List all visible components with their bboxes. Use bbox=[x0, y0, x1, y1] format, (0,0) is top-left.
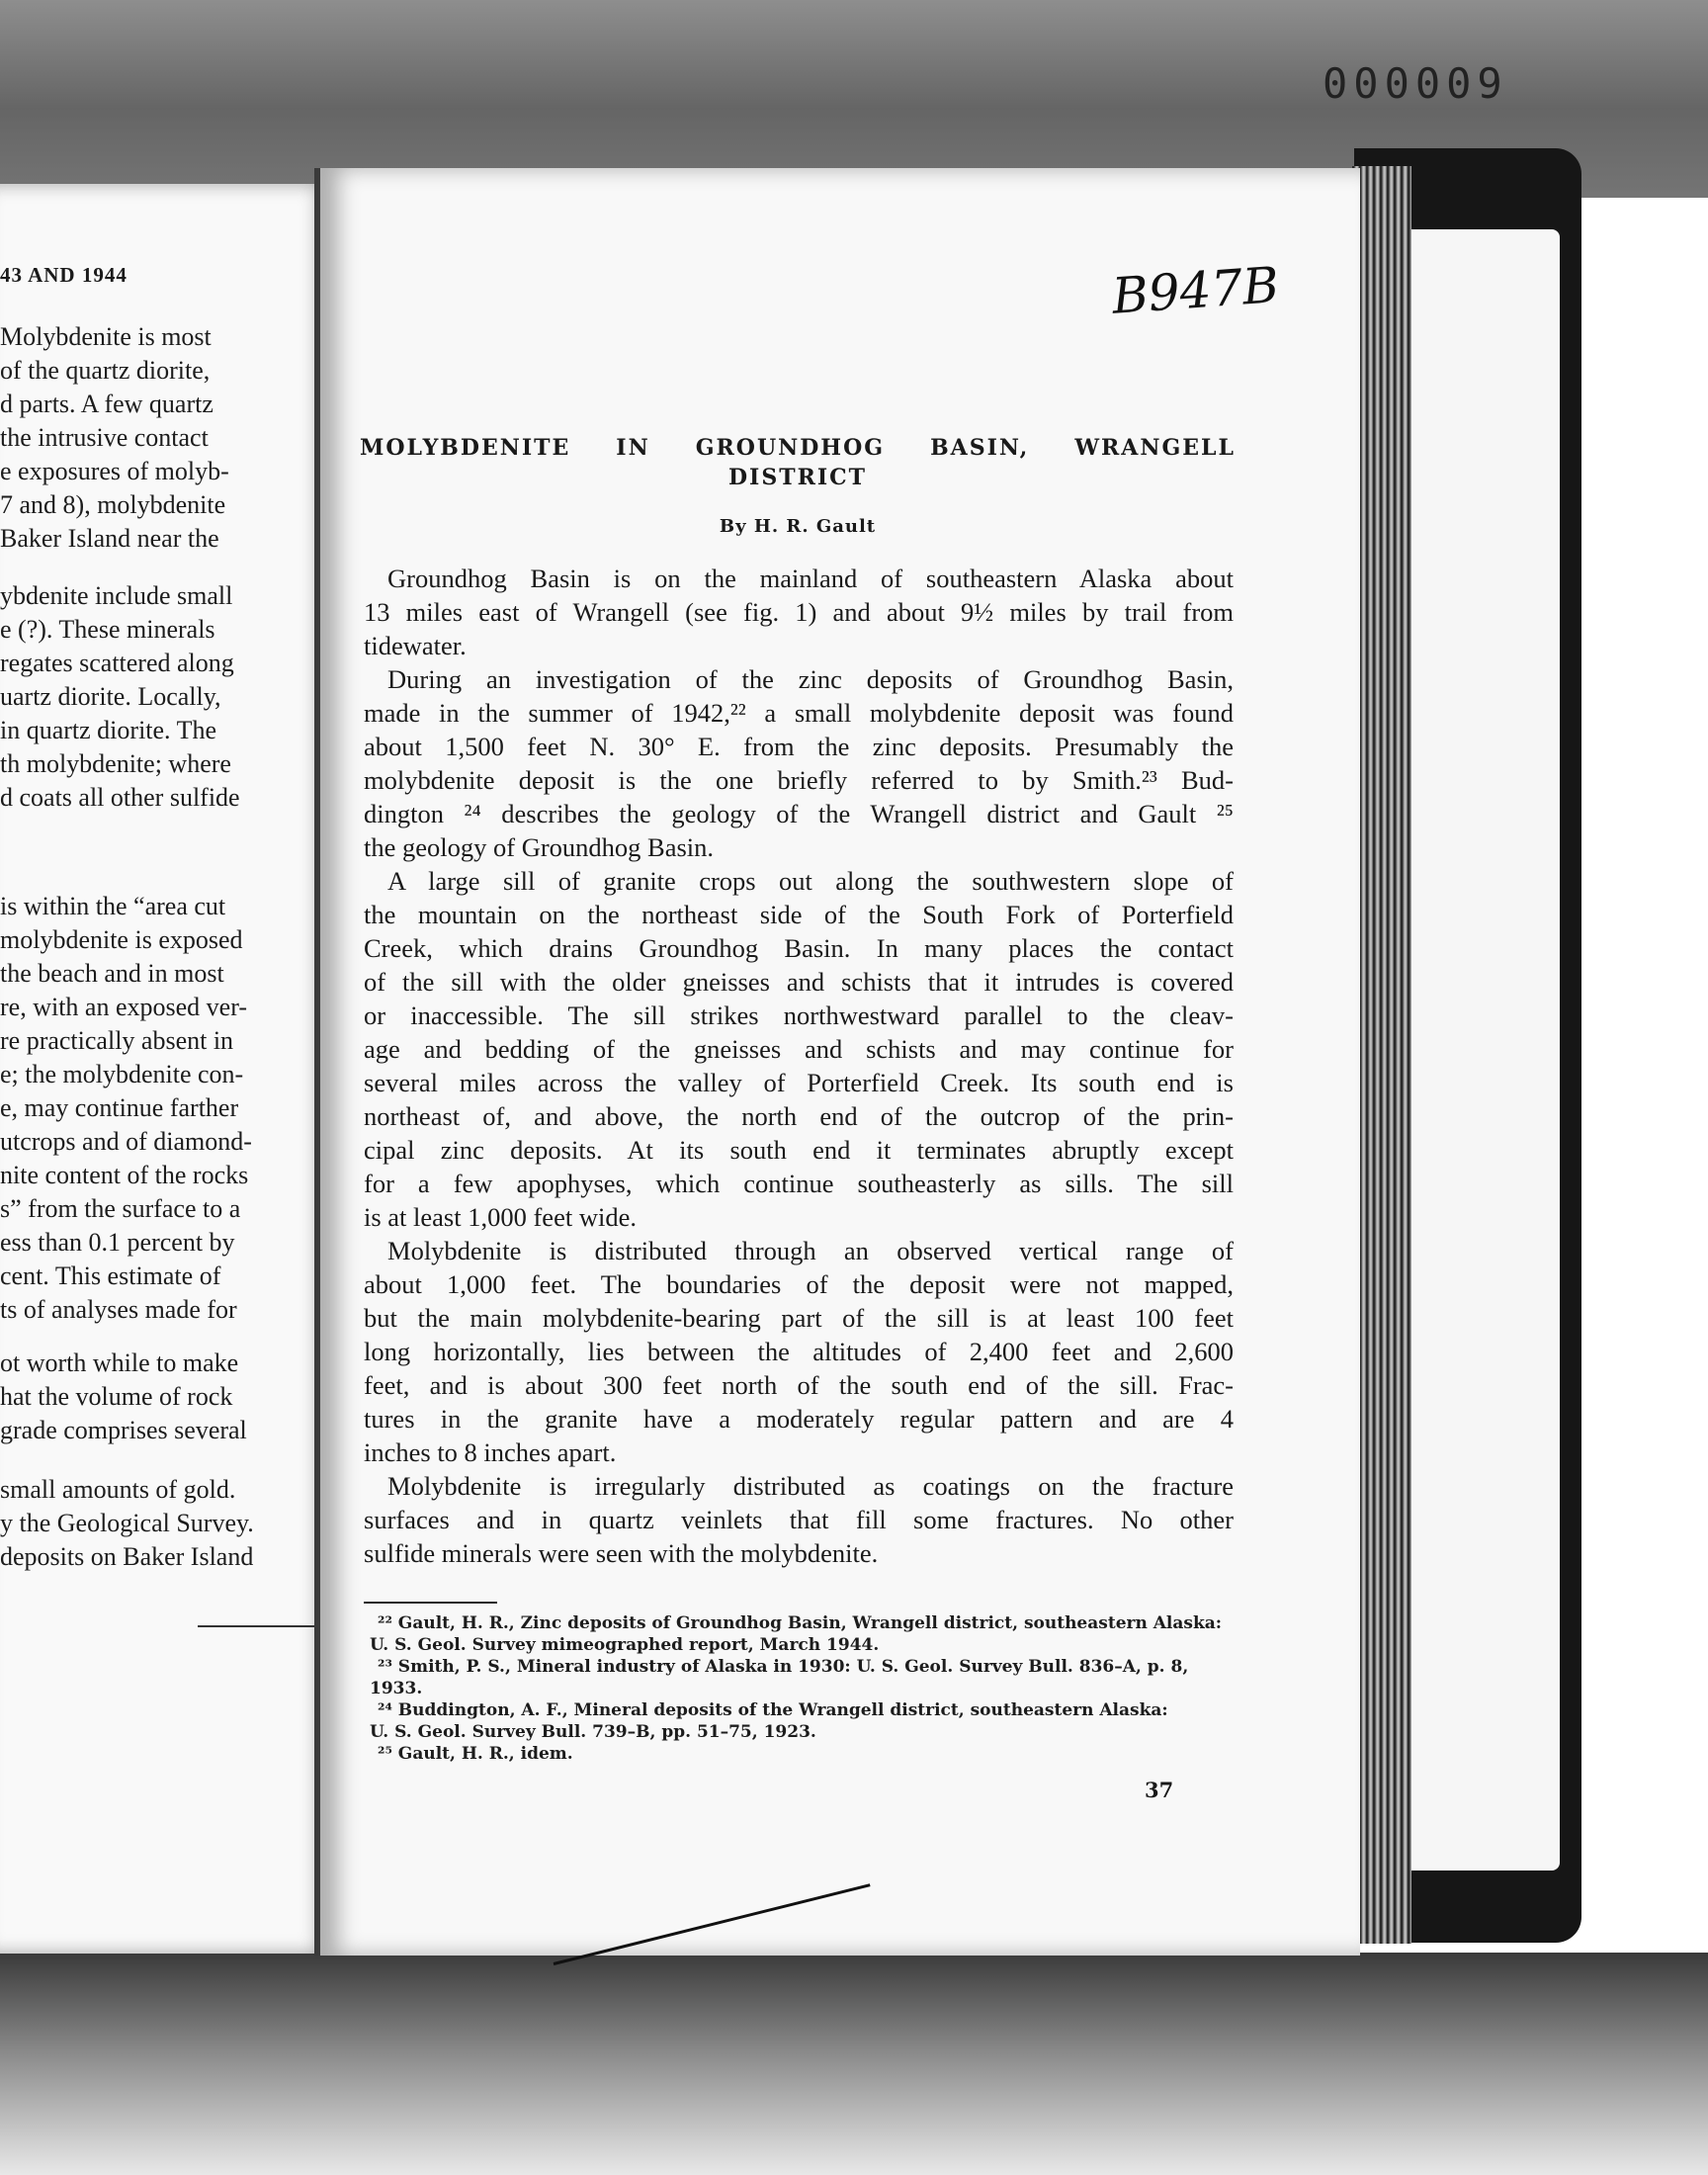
title-word: IN bbox=[616, 435, 650, 461]
left-page-line: molybdenite is exposed bbox=[0, 925, 243, 954]
body-line: about 1,000 feet. The boundaries of the deposit were not mapped, bbox=[364, 1269, 1234, 1299]
left-page-line: s” from the surface to a bbox=[0, 1194, 241, 1223]
left-page-line: is within the “area cut bbox=[0, 892, 226, 920]
left-page-line: e; the molybdenite con- bbox=[0, 1060, 244, 1088]
page-edges bbox=[1352, 166, 1411, 1944]
left-page-line: ot worth while to make bbox=[0, 1348, 239, 1377]
left-page-line: Molybdenite is most bbox=[0, 322, 212, 351]
title-word: BASIN, bbox=[930, 435, 1030, 461]
footnote-line: ²⁵ Gault, H. R., idem. bbox=[378, 1744, 573, 1764]
body-line: but the main molybdenite-bearing part of the sill is at least 100 feet bbox=[364, 1303, 1234, 1333]
footnote-line: ²⁴ Buddington, A. F., Mineral deposits of the Wrangell district, southeastern Alaska: bbox=[378, 1700, 1168, 1720]
scan-bottom-shadow bbox=[0, 1953, 1708, 2175]
frame-number: 000009 bbox=[1323, 59, 1508, 108]
left-page-line: e, may continue farther bbox=[0, 1093, 239, 1122]
body-line: is at least 1,000 feet wide. bbox=[364, 1202, 637, 1232]
body-line: long horizontally, lies between the altitudes of 2,400 feet and 2,600 bbox=[364, 1337, 1234, 1366]
body-line: or inaccessible. The sill strikes northwestward parallel to the cleav- bbox=[364, 1000, 1234, 1030]
left-page-line: ybdenite include small bbox=[0, 581, 233, 610]
left-page-line: grade comprises several bbox=[0, 1416, 247, 1444]
book-cover-inner bbox=[1411, 229, 1560, 1870]
left-page-line: e exposures of molyb- bbox=[0, 457, 229, 485]
footnote-line: ²² Gault, H. R., Zinc deposits of Groundhog Basin, Wrangell district, southeastern Alaska: bbox=[378, 1613, 1223, 1633]
left-page-line: e (?). These minerals bbox=[0, 615, 215, 644]
body-line: dington ²⁴ describes the geology of the Wrangell district and Gault ²⁵ bbox=[364, 799, 1234, 828]
footnote-line: 1933. bbox=[370, 1679, 423, 1698]
body-line: Creek, which drains Groundhog Basin. In many places the contact bbox=[364, 933, 1234, 963]
body-line: the mountain on the northeast side of the South Fork of Porterfield bbox=[364, 900, 1234, 929]
footnote-line: U. S. Geol. Survey mimeographed report, March 1944. bbox=[370, 1635, 880, 1655]
body-line: tidewater. bbox=[364, 631, 467, 660]
left-page-line: cent. This estimate of bbox=[0, 1262, 221, 1290]
left-page-line: regates scattered along bbox=[0, 649, 234, 677]
left-page-line: re practically absent in bbox=[0, 1026, 234, 1055]
left-footnote-rule bbox=[198, 1625, 314, 1627]
left-page-line: deposits on Baker Island bbox=[0, 1542, 254, 1571]
body-line: inches to 8 inches apart. bbox=[364, 1437, 617, 1467]
footnote-line: ²³ Smith, P. S., Mineral industry of Alaska in 1930: U. S. Geol. Survey Bull. 836–A, p. 8, bbox=[378, 1657, 1189, 1677]
body-line: for a few apophyses, which continue southeasterly as sills. The sill bbox=[364, 1169, 1234, 1198]
body-line: Groundhog Basin is on the mainland of southeastern Alaska about bbox=[387, 564, 1234, 593]
left-page-line: the intrusive contact bbox=[0, 423, 209, 452]
left-page-line: hat the volume of rock bbox=[0, 1382, 233, 1411]
body-line: molybdenite deposit is the one briefly referred to by Smith.²³ Bud- bbox=[364, 765, 1234, 795]
left-page-line: d parts. A few quartz bbox=[0, 390, 214, 418]
body-line: feet, and is about 300 feet north of the south end of the sill. Frac- bbox=[364, 1370, 1234, 1400]
body-line: A large sill of granite crops out along the southwestern slope of bbox=[387, 866, 1234, 896]
left-page-line: utcrops and of diamond- bbox=[0, 1127, 252, 1156]
left-page-line: the beach and in most bbox=[0, 959, 224, 988]
left-page-line: uartz diorite. Locally, bbox=[0, 682, 221, 711]
left-page-header: 43 AND 1944 bbox=[0, 263, 128, 287]
title-word: MOLYBDENITE bbox=[360, 435, 571, 461]
body-line: of the sill with the older gneisses and schists that it intrudes is covered bbox=[364, 967, 1234, 997]
body-line: cipal zinc deposits. At its south end it terminates abruptly except bbox=[364, 1135, 1234, 1165]
body-line: northeast of, and above, the north end of the outcrop of the prin- bbox=[364, 1101, 1234, 1131]
byline: By H. R. Gault bbox=[719, 516, 877, 537]
left-page-line: small amounts of gold. bbox=[0, 1475, 236, 1504]
body-line: 13 miles east of Wrangell (see fig. 1) and about 9½ miles by trail from bbox=[364, 597, 1234, 627]
title-word: GROUNDHOG bbox=[695, 435, 886, 461]
body-line: tures in the granite have a moderately regular pattern and are 4 bbox=[364, 1404, 1234, 1434]
body-line: age and bedding of the gneisses and schists and may continue for bbox=[364, 1034, 1234, 1064]
footnote-rule bbox=[364, 1602, 497, 1604]
left-page bbox=[0, 184, 344, 1954]
article-title-line2: DISTRICT bbox=[727, 465, 868, 490]
left-page-line: th molybdenite; where bbox=[0, 749, 231, 778]
left-page-line: 7 and 8), molybdenite bbox=[0, 490, 226, 519]
left-page-line: ts of analyses made for bbox=[0, 1295, 237, 1324]
left-page-line: y the Geological Survey. bbox=[0, 1509, 254, 1537]
body-line: made in the summer of 1942,²² a small molybdenite deposit was found bbox=[364, 698, 1234, 728]
body-line: several miles across the valley of Porterfield Creek. Its south end is bbox=[364, 1068, 1234, 1097]
body-line: During an investigation of the zinc deposits of Groundhog Basin, bbox=[387, 664, 1234, 694]
footnote-line: U. S. Geol. Survey Bull. 739–B, pp. 51–75, 1923. bbox=[370, 1722, 816, 1742]
left-page-line: ess than 0.1 percent by bbox=[0, 1228, 235, 1257]
left-page-line: of the quartz diorite, bbox=[0, 356, 211, 385]
left-page-line: in quartz diorite. The bbox=[0, 716, 217, 744]
left-page-line: Baker Island near the bbox=[0, 524, 219, 553]
body-line: Molybdenite is irregularly distributed as coatings on the fracture bbox=[387, 1471, 1234, 1501]
left-page-line: re, with an exposed ver- bbox=[0, 993, 247, 1021]
left-page-line: d coats all other sulfide bbox=[0, 783, 240, 812]
page-number: 37 bbox=[1145, 1778, 1174, 1802]
article-title-line1 bbox=[360, 435, 1236, 461]
left-page-line: nite content of the rocks bbox=[0, 1161, 249, 1189]
body-line: sulfide minerals were seen with the molybdenite. bbox=[364, 1538, 879, 1568]
body-line: Molybdenite is distributed through an observed vertical range of bbox=[387, 1236, 1234, 1265]
title-word: WRANGELL bbox=[1074, 435, 1236, 461]
handwritten-note: B947B bbox=[1110, 256, 1281, 325]
body-line: about 1,500 feet N. 30° E. from the zinc deposits. Presumably the bbox=[364, 732, 1234, 761]
body-line: the geology of Groundhog Basin. bbox=[364, 832, 715, 862]
body-line: surfaces and in quartz veinlets that fill some fractures. No other bbox=[364, 1505, 1234, 1534]
